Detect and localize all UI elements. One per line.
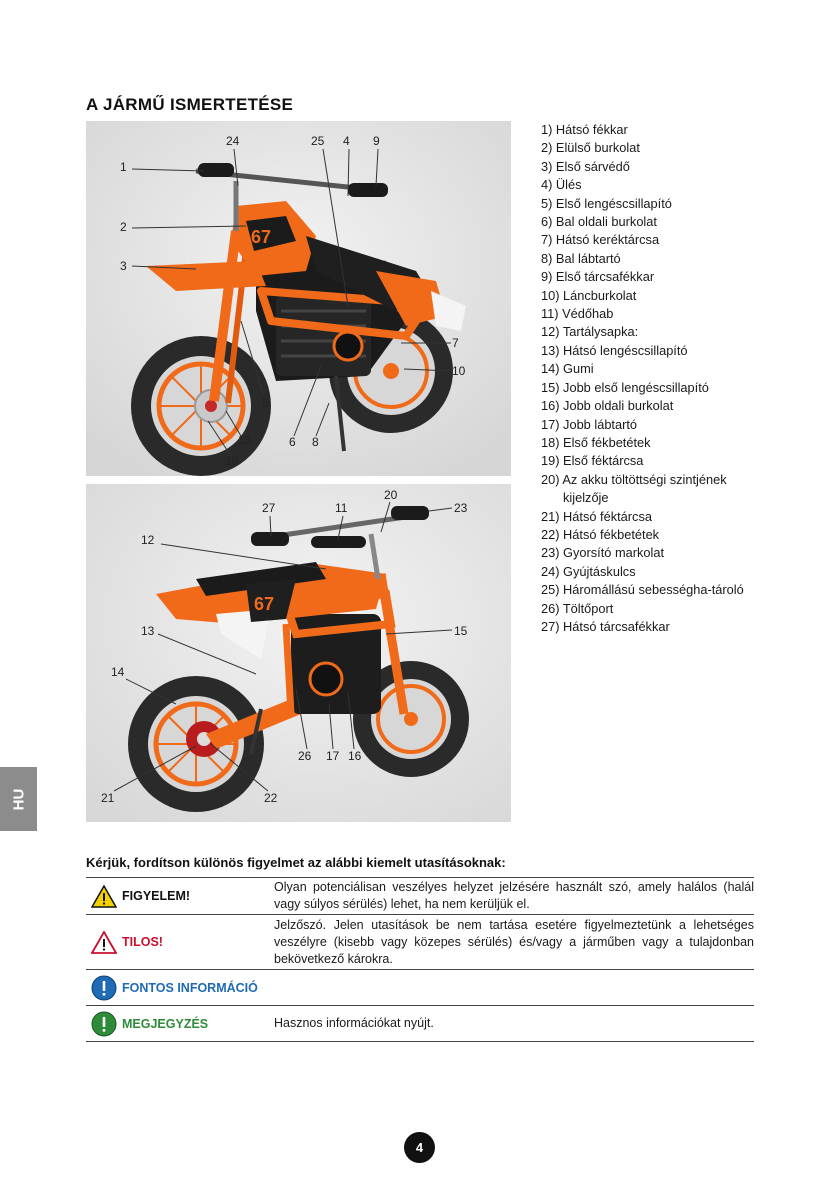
- language-tab-label: HU: [9, 788, 27, 810]
- caution-triangle-icon: [86, 931, 122, 954]
- legend-row-prohibited: [86, 915, 754, 970]
- parts-list-item: 17) Jobb lábtartó: [541, 416, 638, 432]
- callout-25: 25: [311, 134, 325, 148]
- callout-19: 19: [225, 454, 239, 468]
- info-exclamation-icon: [86, 975, 122, 1001]
- bike-photo-left-side: [86, 121, 511, 476]
- parts-list-item: 19) Első féktárcsa: [541, 453, 644, 469]
- parts-list-item: 23) Gyorsító markolat: [541, 545, 665, 561]
- callout-18: 18: [238, 433, 252, 447]
- legend-row-note: [86, 1006, 754, 1042]
- page-number: 4: [404, 1132, 435, 1163]
- callout-23: 23: [454, 501, 468, 515]
- parts-list-item: 20) Az akku töltöttségi szintjének kijelzője: [541, 471, 727, 506]
- parts-list-item: 25) Háromállású sebességha-tároló: [541, 582, 744, 598]
- parts-list-item: 14) Gumi: [541, 361, 594, 377]
- parts-list-item: 7) Hátsó keréktárcsa: [541, 232, 660, 248]
- parts-list-item: 24) Gyújtáskulcs: [541, 563, 636, 579]
- legend-description: Hasznos információkat nyújt.: [274, 1016, 434, 1030]
- legend-label: FONTOS INFORMÁCIÓ: [122, 980, 258, 995]
- callout-21: 21: [101, 791, 115, 805]
- parts-list-item: 13) Hátsó lengéscsillapító: [541, 342, 688, 358]
- parts-list-item: 2) Elülső burkolat: [541, 140, 640, 156]
- legend-label: MEGJEGYZÉS: [122, 1016, 209, 1031]
- parts-list-item: 10) Láncburkolat: [541, 287, 637, 303]
- callout-1: 1: [120, 160, 127, 174]
- parts-list-item: 26) Töltőport: [541, 600, 614, 616]
- callout-20: 20: [384, 488, 398, 502]
- callout-12: 12: [141, 533, 155, 547]
- callout-10: 10: [452, 364, 466, 378]
- bike-photo-right-side: [86, 484, 511, 822]
- svg-text:67: 67: [254, 594, 275, 614]
- page-title: A JÁRMŰ ISMERTETÉSE: [86, 95, 294, 114]
- callout-24: 24: [226, 134, 240, 148]
- parts-list: [541, 121, 771, 636]
- parts-list-item: 8) Bal lábtartó: [541, 250, 621, 266]
- svg-text:67: 67: [251, 227, 272, 247]
- callout-4: 4: [343, 134, 350, 148]
- language-tab: [0, 767, 37, 831]
- parts-list-item: 1) Hátsó fékkar: [541, 122, 628, 137]
- bike-illustration-1: [86, 121, 511, 476]
- callout-17: 17: [326, 749, 340, 763]
- callout-27: 27: [262, 501, 276, 515]
- parts-list-item: 22) Hátsó fékbetétek: [541, 526, 660, 542]
- callout-22: 22: [264, 791, 278, 805]
- legend-row-important: [86, 970, 754, 1006]
- parts-list-item: 18) Első fékbetétek: [541, 434, 651, 450]
- parts-list-item: 12) Tartálysapka:: [541, 324, 639, 340]
- callout-7: 7: [452, 336, 459, 350]
- callout-5: 5: [262, 396, 269, 410]
- legend-label: TILOS!: [122, 935, 163, 949]
- parts-list-item: 11) Védőhab: [541, 306, 614, 322]
- parts-list-item: 15) Jobb első lengéscsillapító: [541, 379, 709, 395]
- callout-14: 14: [111, 665, 125, 679]
- callout-3: 3: [120, 259, 127, 273]
- legend-row-warning: [86, 878, 754, 915]
- callout-26: 26: [298, 749, 312, 763]
- notice-heading: Kérjük, fordítson különös figyelmet az alábbi kiemelt utasításoknak:: [86, 855, 506, 870]
- legend-description: Jelzőszó. Jelen utasítások be nem tartása esetére figyelmeztetünk a lehetséges veszélyre (kisebb vagy közepes sérülés) és/vagy a járműben vagy a tulajdonban bekövetkező károkra.: [274, 917, 754, 966]
- note-exclamation-icon: [86, 1011, 122, 1037]
- callout-6: 6: [289, 435, 296, 449]
- parts-list-item: 5) Első lengéscsillapító: [541, 195, 672, 211]
- parts-list-item: 4) Ülés: [541, 177, 582, 193]
- legend-description: Olyan potenciálisan veszélyes helyzet jelzésére használt szó, amely halálos (halál vagy súlyos sérülés) lehet, ha nem kerüljük el.: [274, 880, 754, 911]
- parts-list-item: 3) Első sárvédő: [541, 158, 630, 174]
- callout-2: 2: [120, 220, 127, 234]
- legend-description: [258, 987, 754, 989]
- parts-list-item: 9) Első tárcsafékkar: [541, 269, 655, 285]
- parts-list-item: 27) Hátsó tárcsafékkar: [541, 618, 670, 634]
- legend-label: FIGYELEM!: [122, 889, 191, 903]
- parts-list-item: 21) Hátsó féktárcsa: [541, 508, 652, 524]
- parts-list-item: 16) Jobb oldali burkolat: [541, 398, 674, 414]
- callout-13: 13: [141, 624, 155, 638]
- callout-15: 15: [454, 624, 468, 638]
- callout-11: 11: [335, 501, 348, 515]
- parts-list-item: 6) Bal oldali burkolat: [541, 214, 657, 230]
- callout-8: 8: [312, 435, 319, 449]
- safety-legend-table: [86, 877, 754, 1042]
- warning-triangle-icon: [86, 885, 122, 908]
- callout-9: 9: [373, 134, 380, 148]
- callout-16: 16: [348, 749, 362, 763]
